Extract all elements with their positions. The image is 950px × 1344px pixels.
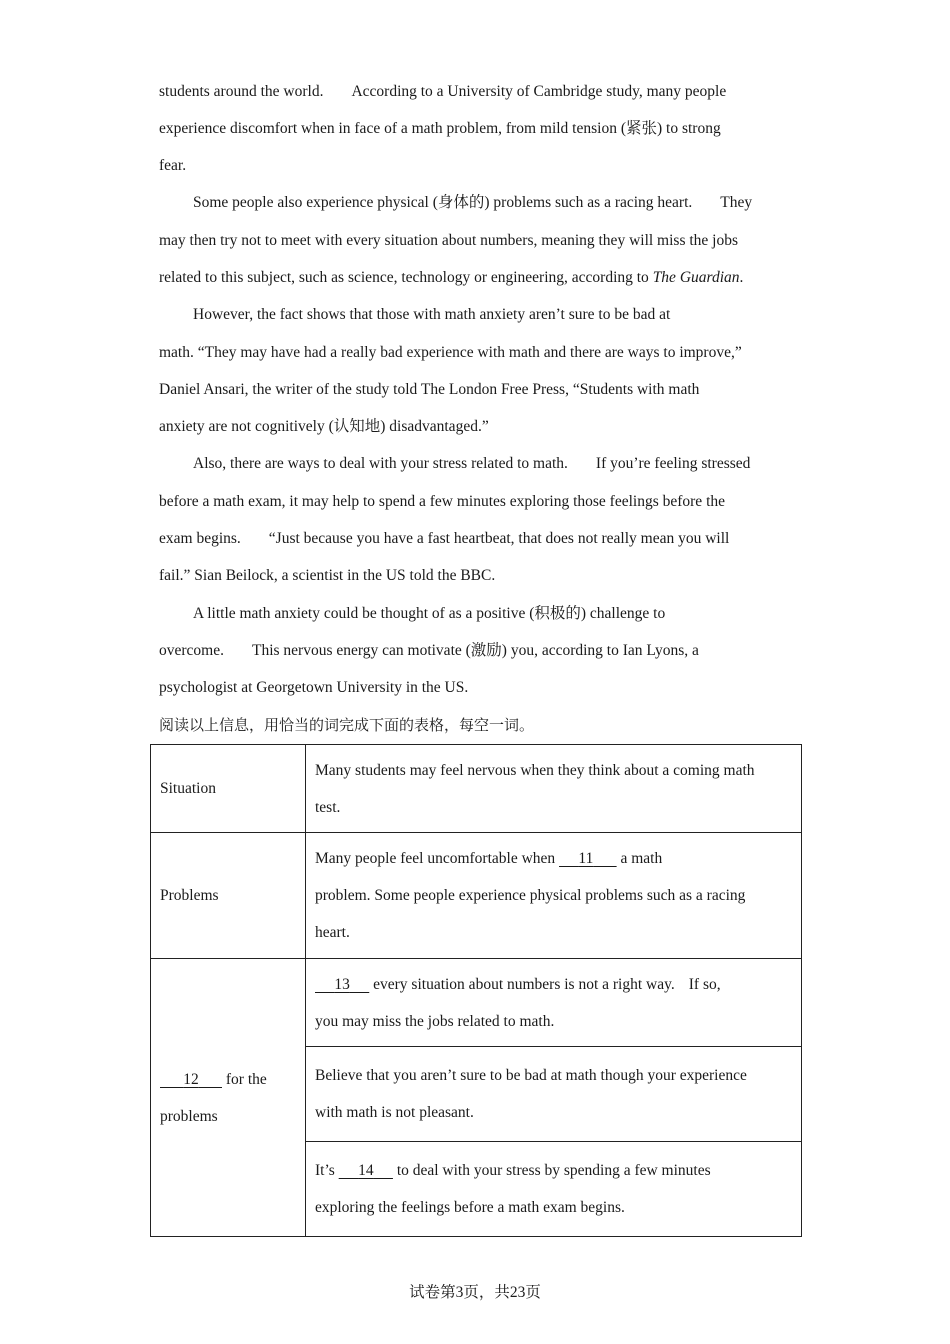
passage-line: exam begins. “Just because you have a fast heartbeat, that does not really mean you will [159, 530, 730, 547]
passage-line: students around the world. According to a University of Cambridge study, many people [159, 83, 727, 100]
solutions-label [151, 959, 306, 1237]
passage-line: psychologist at Georgetown University in the US. [159, 679, 469, 696]
blank-13[interactable]: 13 [334, 975, 350, 993]
passage-line: experience discomfort when in face of a math problem, from mild tension (紧张) to strong [159, 120, 721, 137]
cell-text: 13 every situation about numbers is not a right way. If so, [315, 966, 792, 1003]
cell-text: exploring the feelings before a math exam begins. [315, 1199, 625, 1216]
situation-label: Situation [151, 745, 306, 833]
passage-line: fear. [159, 157, 187, 174]
solution-cell-3 [306, 1142, 802, 1237]
cell-text: Believe that you aren’t sure to be bad at math though your experience [315, 1067, 747, 1084]
instruction-text: 阅读以上信息，用恰当的词完成下面的表格，每空一词。 [159, 716, 535, 734]
cell-text: Many people feel uncomfortable when 11 a math [315, 850, 663, 867]
problems-cell [306, 833, 802, 959]
passage-line: Daniel Ansari, the writer of the study told The London Free Press, “Students with math [159, 381, 700, 398]
passage-line: Also, there are ways to deal with your stress related to math. If you’re feeling stressed [193, 455, 751, 472]
passage-line: related to this subject, such as science, technology or engineering, according to The Guardian. [159, 269, 744, 286]
cell-text: with math is not pleasant. [315, 1104, 474, 1121]
cell-text: you may miss the jobs related to math. [315, 1012, 555, 1030]
passage-line: fail.” Sian Beilock, a scientist in the US told the BBC. [159, 567, 496, 584]
blank-14[interactable]: 14 [358, 1162, 374, 1179]
table-row [151, 833, 802, 959]
passage-line: before a math exam, it may help to spend a few minutes exploring those feelings before the [159, 493, 725, 510]
cell-text: It’s 14 to deal with your stress by spending a few minutes [315, 1162, 711, 1179]
table-row [151, 959, 802, 1047]
passage-line: math. “They may have had a really bad experience with math and there are ways to improve,” [159, 344, 742, 361]
cell-text: Many students may feel nervous when they think about a coming math [315, 761, 755, 779]
blank-11[interactable]: 11 [578, 850, 594, 867]
passage-line: overcome. This nervous energy can motivate (激励) you, according to Ian Lyons, a [159, 642, 699, 659]
situation-cell [306, 745, 802, 833]
table-row [151, 745, 802, 833]
problems-label: Problems [151, 833, 306, 959]
cell-text: 12 for the [160, 1061, 296, 1098]
page-footer: 试卷第3页，共23页 [409, 1284, 541, 1301]
passage-line: anxiety are not cognitively (认知地) disadvantaged.” [159, 418, 489, 435]
cell-text: test. [315, 798, 341, 816]
cell-text: problem. Some people experience physical problems such as a racing [315, 887, 746, 904]
answer-table [150, 744, 802, 1237]
solution-cell-2 [306, 1047, 802, 1142]
passage-line: Some people also experience physical (身体的) problems such as a racing heart. They [193, 194, 753, 211]
solution-cell-1 [306, 959, 802, 1047]
cell-text: problems [160, 1107, 218, 1125]
cell-text: heart. [315, 924, 350, 941]
passage-line: may then try not to meet with every situation about numbers, meaning they will miss the jobs [159, 232, 739, 249]
passage-line: A little math anxiety could be thought of as a positive (积极的) challenge to [193, 605, 666, 622]
passage-line: However, the fact shows that those with math anxiety aren’t sure to be bad at [193, 306, 671, 323]
blank-12[interactable]: 12 [183, 1070, 199, 1088]
